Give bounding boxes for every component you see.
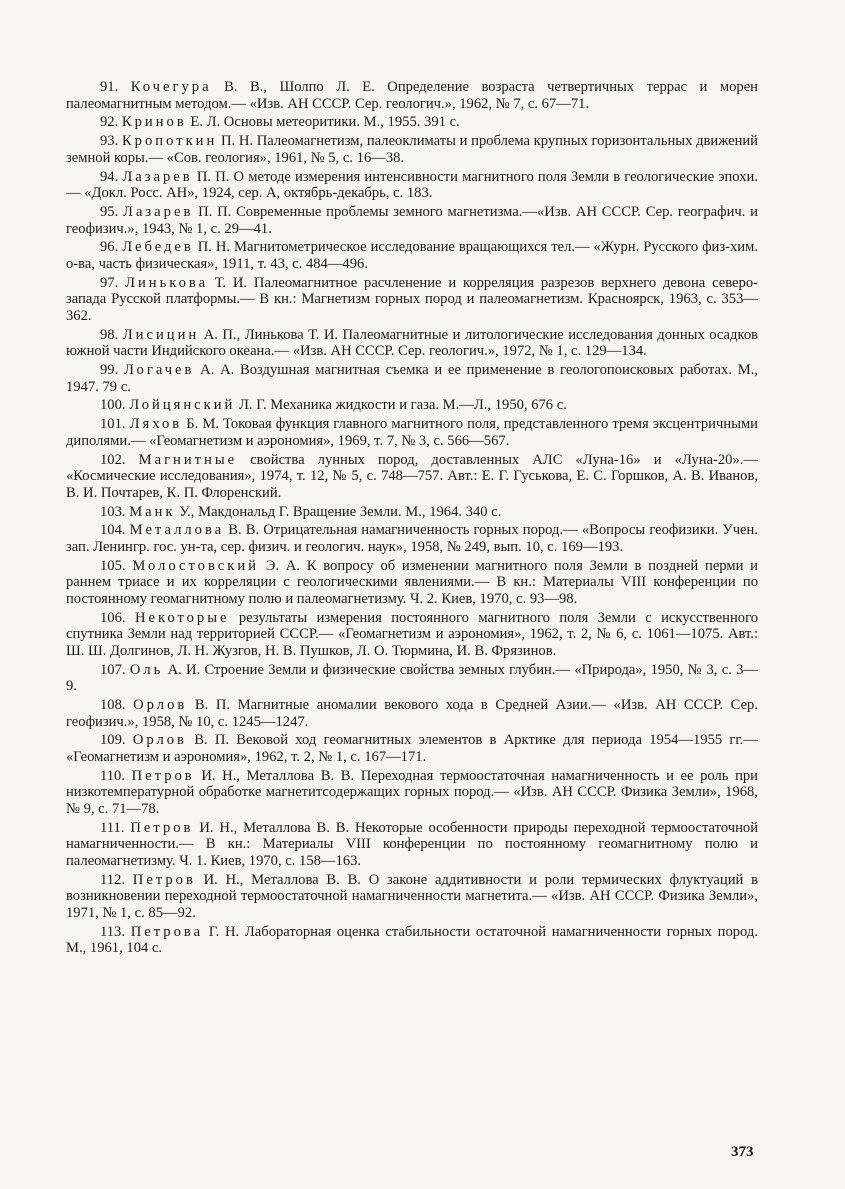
reference-citation: В. П. Магнитные аномалии векового хода в Средней Азии.— «Изв. АН СССР. Сер. геофизич.», 1958, № 10, с. 1245—1247. — [66, 696, 758, 730]
reference-citation: А. А. Воздушная магнитная съемка и ее применение в геологопоисковых работах. М., 1947. 79 с. — [66, 362, 758, 395]
reference-citation: И. Н., Металлова В. В. О законе аддитивности и роли термических флуктуаций в возникновении переходной термоостаточной намагниченности магнетита.— «Изв. АН СССР. Физика Земли», 1971, № 1, с. 85—92. — [66, 871, 758, 921]
reference-entry — [66, 114, 758, 131]
reference-author: Лисицин — [122, 326, 200, 343]
reference-citation: результаты измерения постоянного магнитного поля Земли с искусственного спутника Земли над территорией СССР.— «Геомагнетизм и аэрономия», 1962, т. 2, № 6, с. 1061—1075. Авт.: Ш. Ш. Долгинов, Л. Н. Жузгов, Н. В. Пушков, Л. О. Тюрмина, И. В. Фрязинов. — [66, 609, 759, 659]
reference-number: 106. — [100, 609, 126, 626]
reference-citation: Э. А. К вопросу об изменении магнитного поля Земли в поздней перми и раннем триасе и их корреляции с геологическими явлениями.— В кн.: Материалы VIII конференции по постоянному геомагнитному полю и палеомагнетизму. Ч. 2. Киев, 1970, с. 93—98. — [66, 557, 758, 607]
reference-citation: И. Н., Металлова В. В. Переходная термоостаточная намагниченность и ее роль при низкотемпературной обработке магнетитсодержащих горных пород.— «Изв. АН СССР. Физика Земли», 1968, № 9, с. 71—78. — [66, 767, 758, 817]
reference-entry — [66, 169, 758, 202]
reference-citation: В. В. Отрицательная намагниченность горных пород.— «Вопросы геофизики. Учен. зап. Ленингр. гос. ун-та, сер. физич. и геологич. наук», 1958, № 249, вып. 10, с. 169—193. — [66, 522, 758, 555]
reference-entry — [66, 924, 758, 957]
reference-number: 104. — [100, 522, 126, 539]
reference-author: Оль — [129, 661, 164, 678]
reference-citation: свойства лунных пород, доставленных АЛС «Луна-16» и «Луна-20».— «Космические исследования», 1974, т. 12, № 5, с. 748—757. Авт.: Е. Г. Гуськова, Е. С. Горшков, А. В. Иванов, В. И. Почтарев, К. П. Флоренский. — [66, 451, 758, 501]
reference-number: 93. — [100, 133, 119, 150]
reference-entry — [66, 662, 758, 695]
reference-entry — [66, 362, 758, 395]
reference-number: 96. — [100, 239, 119, 256]
reference-number: 94. — [100, 168, 119, 185]
reference-entry — [66, 558, 758, 608]
reference-citation: Б. М. Токовая функция главного магнитного поля, представленного тремя эксцентричными диполями.— «Геомагнетизм и аэрономия», 1969, т. 7, № 3, с. 566—567. — [66, 416, 758, 449]
reference-citation: П. Н. Палеомагнетизм, палеоклиматы и проблема крупных горизонтальных движений земной коры.— «Сов. геология», 1961, № 5, с. 16—38. — [66, 133, 758, 166]
reference-citation: А. И. Строение Земли и физические свойства земных глубин.— «Природа», 1950, № 3, с. 3—9. — [66, 661, 759, 695]
reference-citation: Е. Л. Основы метеоритики. М., 1955. 391 с. — [186, 114, 460, 131]
reference-author: Некоторые — [134, 609, 230, 626]
page-number: 373 — [731, 1144, 754, 1160]
reference-entry — [66, 327, 758, 360]
reference-number: 113. — [100, 923, 125, 940]
reference-citation: И. Н., Металлова В. В. Некоторые особенности природы переходной термоостаточной намагниченности.— В кн.: Материалы VIII конференции по постоянному геомагнитному полю и палеомагнетизму. Ч. 1. Киев, 1970, с. 158—163. — [66, 819, 759, 869]
reference-author: Молостовский — [132, 557, 259, 574]
reference-number: 105. — [100, 557, 126, 574]
reference-entry — [66, 275, 758, 325]
reference-author: Ляхов — [129, 416, 183, 433]
reference-entry — [66, 204, 758, 237]
reference-entry — [66, 397, 758, 414]
reference-number: 111. — [100, 819, 125, 836]
reference-citation: В. П. Вековой ход геомагнитных элементов в Арктике для периода 1954—1955 гг.— «Геомагнетизм и аэрономия», 1962, т. 2, № 1, с. 167—171. — [66, 732, 758, 765]
reference-number: 108. — [100, 696, 126, 713]
reference-number: 92. — [100, 114, 119, 131]
reference-entry — [66, 416, 758, 449]
reference-entry — [66, 872, 758, 922]
reference-citation: П. П. О методе измерения интенсивности магнитного поля Земли в геологические эпохи.— «Докл. Росс. АН», 1924, сер. А, октябрь-декабрь, с. 183. — [66, 168, 758, 202]
reference-entry — [66, 732, 758, 765]
reference-entry — [66, 768, 758, 818]
reference-author: Лебедев — [122, 239, 194, 256]
reference-number: 112. — [100, 871, 125, 888]
reference-number: 101. — [100, 416, 126, 433]
reference-number: 99. — [100, 362, 119, 378]
reference-list — [66, 79, 758, 959]
reference-author: Металлова — [129, 522, 225, 539]
reference-citation: Л. Г. Механика жидкости и газа. М.—Л., 1950, 676 с. — [235, 397, 567, 414]
reference-author: Лазарев — [122, 168, 193, 185]
reference-citation: Г. Н. Лабораторная оценка стабильности остаточной намагниченности горных пород. М., 1961, 104 с. — [66, 923, 758, 957]
reference-author: Петрова — [130, 923, 204, 940]
reference-entry — [66, 820, 758, 870]
reference-entry — [66, 610, 758, 660]
reference-author: Орлов — [133, 696, 188, 713]
reference-entry — [66, 79, 758, 112]
reference-author: Лойцянский — [129, 397, 236, 414]
reference-author: Орлов — [132, 732, 187, 749]
reference-citation: А. П., Линькова Т. И. Палеомагнитные и литологические исследования донных осадков южной части Индийского океана.— «Изв. АН СССР. Сер. геологич.», 1972, № 1, с. 129—134. — [66, 326, 759, 360]
reference-number: 109. — [100, 732, 126, 749]
reference-number: 102. — [100, 451, 126, 468]
reference-number: 103. — [100, 503, 126, 520]
reference-author: Кринов — [121, 114, 187, 131]
reference-author: Манк — [129, 503, 176, 520]
reference-citation: В. В., Шолпо Л. Е. Определение возраста четвертичных террас и морен палеомагнитным методом.— «Изв. АН СССР. Сер. геологич.», 1962, № 7, с. 67—71. — [66, 79, 758, 112]
reference-author: Кропоткин — [121, 133, 218, 150]
reference-author: Петров — [130, 819, 194, 836]
reference-number: 100. — [100, 397, 126, 414]
reference-entry — [66, 239, 758, 272]
reference-author: Кочегура — [130, 79, 212, 95]
reference-author: Лазарев — [123, 203, 194, 220]
reference-number: 110. — [100, 767, 125, 784]
reference-entry — [66, 452, 758, 502]
reference-entry — [66, 504, 758, 521]
reference-author: Логачев — [124, 362, 195, 378]
reference-number: 91. — [100, 79, 119, 95]
reference-entry — [66, 697, 758, 730]
reference-entry — [66, 133, 758, 166]
reference-author: Петров — [132, 871, 196, 888]
reference-number: 97. — [100, 274, 119, 291]
reference-number: 98. — [100, 326, 119, 343]
reference-citation: П. Н. Магнитометрическое исследование вращающихся тел.— «Журн. Русского физ-хим. о-ва, часть физическая», 1911, т. 43, с. 484—496. — [66, 239, 758, 272]
reference-citation: Т. И. Палеомагнитное расчленение и корреляция разрезов верхнего девона северо-запада Русской платформы.— В кн.: Магнетизм горных пород и палеомагнетизм. Красноярск, 1963, с. 353—362. — [66, 274, 758, 324]
reference-author: Линькова — [125, 274, 209, 291]
reference-number: 107. — [100, 661, 126, 678]
reference-author: Петров — [131, 767, 195, 784]
reference-citation: У., Макдональд Г. Вращение Земли. М., 1964. 340 с. — [175, 503, 502, 520]
reference-citation: П. П. Современные проблемы земного магнетизма.—«Изв. АН СССР. Сер. географич. и геофизич.», 1943, № 1, с. 29—41. — [66, 203, 758, 237]
reference-author: Магнитные — [138, 451, 238, 468]
reference-entry — [66, 522, 758, 555]
reference-number: 95. — [100, 203, 119, 220]
